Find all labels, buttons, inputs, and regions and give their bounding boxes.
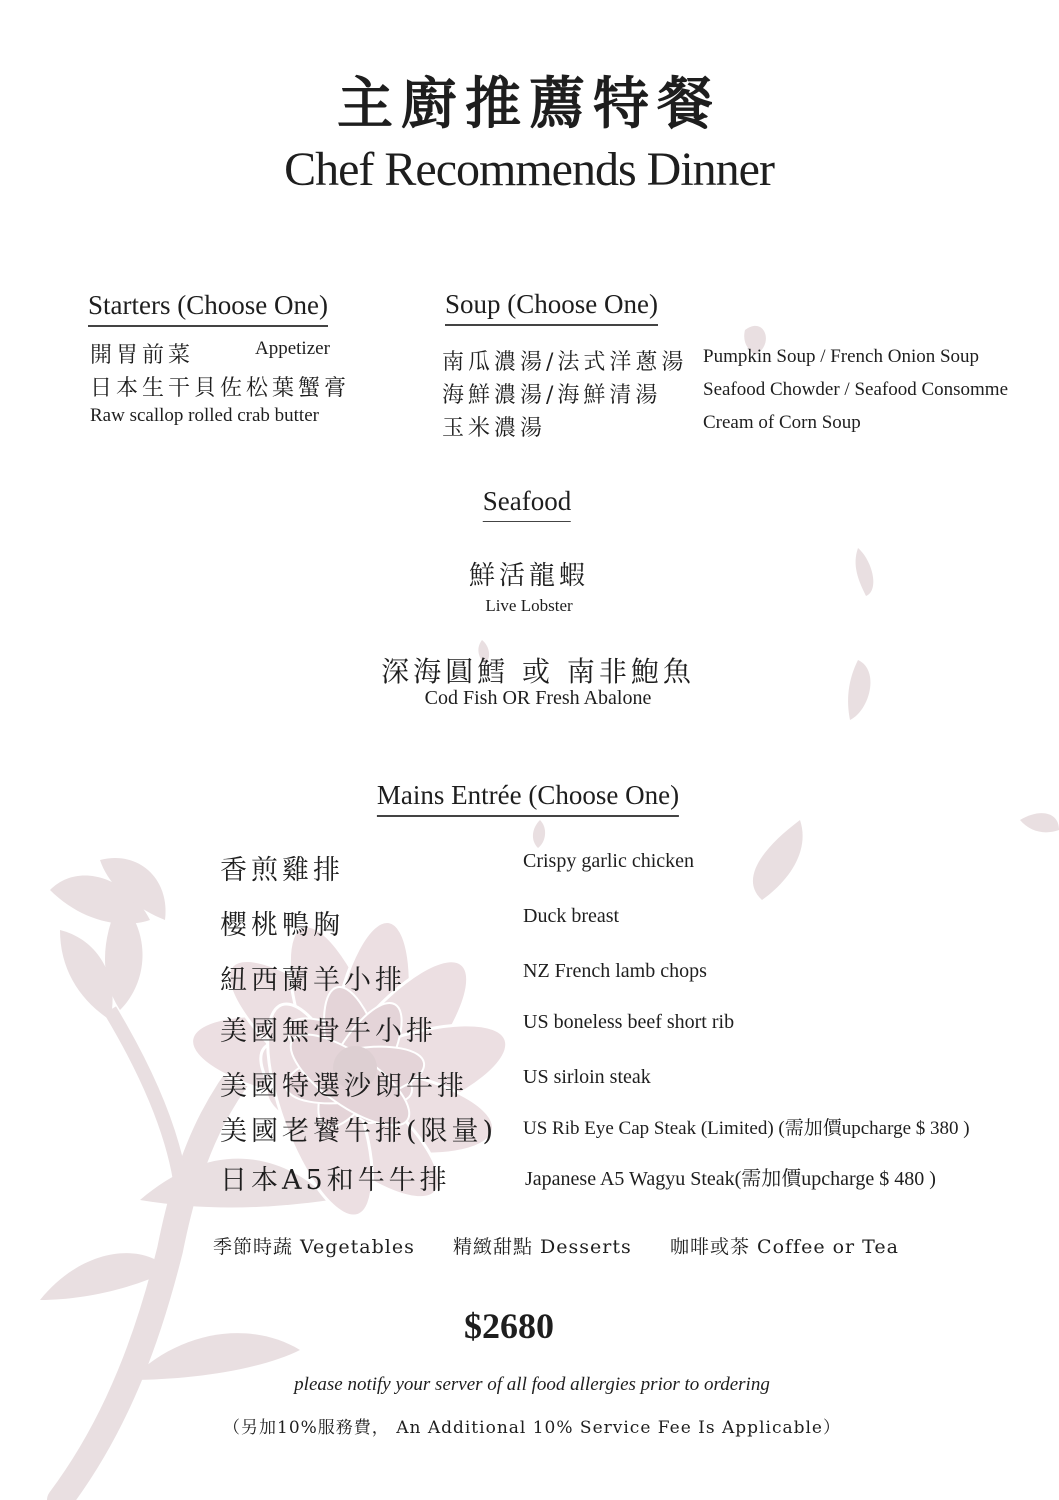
mains-item-zh: 美國特選沙朗牛排 [220, 1071, 468, 1102]
soup-item-en: Pumpkin Soup / French Onion Soup [703, 346, 980, 367]
mains-item-zh: 紐西蘭羊小排 [220, 965, 406, 996]
allergy-note: please notify your server of all food allergies prior to ordering [294, 1374, 770, 1395]
mains-item-zh: 香煎雞排 [220, 855, 344, 886]
seafood-item-zh: 鮮活龍蝦 [468, 561, 590, 591]
soup-item-zh: 南瓜濃湯/法式洋蔥湯 [442, 350, 688, 375]
mains-item-en: Duck breast [523, 905, 620, 927]
mains-item-en: US Rib Eye Cap Steak (Limited) (需加價upcharge $ 380 ) [523, 1118, 970, 1139]
seafood-item-en: Live Lobster [485, 596, 573, 615]
soup-item-en: Cream of Corn Soup [703, 412, 861, 433]
mains-item-zh: 櫻桃鴨胸 [220, 910, 344, 941]
seafood-item-zh: 深海圓鱈 或 南非鮑魚 [381, 655, 695, 688]
starters-item-zh: 日本生干貝佐松葉蟹膏 [90, 376, 351, 401]
soup-heading: Soup (Choose One) [445, 289, 658, 326]
seafood-item-en: Cod Fish OR Fresh Abalone [424, 687, 652, 709]
price: $2680 [464, 1306, 554, 1346]
mains-item-en: Japanese A5 Wagyu Steak(需加價upcharge $ 480 ) [525, 1168, 936, 1190]
starters-heading: Starters (Choose One) [88, 290, 328, 327]
mains-heading: Mains Entrée (Choose One) [377, 780, 679, 817]
mains-item-en: Crispy garlic chicken [523, 850, 695, 872]
starters-label-zh: 開胃前菜 [90, 343, 195, 368]
soup-item-zh: 玉米濃湯 [442, 416, 547, 441]
mains-item-en: US sirloin steak [523, 1066, 651, 1088]
seafood-heading: Seafood [483, 486, 571, 522]
extras-vegetables: 季節時蔬 Vegetables [213, 1236, 415, 1258]
title-en: Chef Recommends Dinner [284, 143, 774, 196]
service-fee-note: （另加10%服務費， An Additional 10% Service Fee Is Applicable） [223, 1418, 841, 1438]
soup-item-en: Seafood Chowder / Seafood Consomme [703, 379, 1009, 400]
mains-item-zh: 美國老饕牛排(限量) [220, 1116, 498, 1147]
extras-desserts: 精緻甜點 Desserts [453, 1236, 632, 1258]
title-zh: 主廚推薦特餐 [337, 71, 721, 137]
mains-item-zh: 日本A5和牛牛排 [220, 1165, 451, 1196]
mains-item-en: US boneless beef short rib [523, 1011, 735, 1033]
extras-drinks: 咖啡或茶 Coffee or Tea [670, 1236, 899, 1258]
mains-item-en: NZ French lamb chops [523, 960, 707, 982]
soup-item-zh: 海鮮濃湯/海鮮清湯 [442, 383, 662, 408]
starters-label-en: Appetizer [255, 338, 330, 359]
starters-item-en: Raw scallop rolled crab butter [90, 405, 319, 426]
mains-item-zh: 美國無骨牛小排 [220, 1016, 437, 1047]
